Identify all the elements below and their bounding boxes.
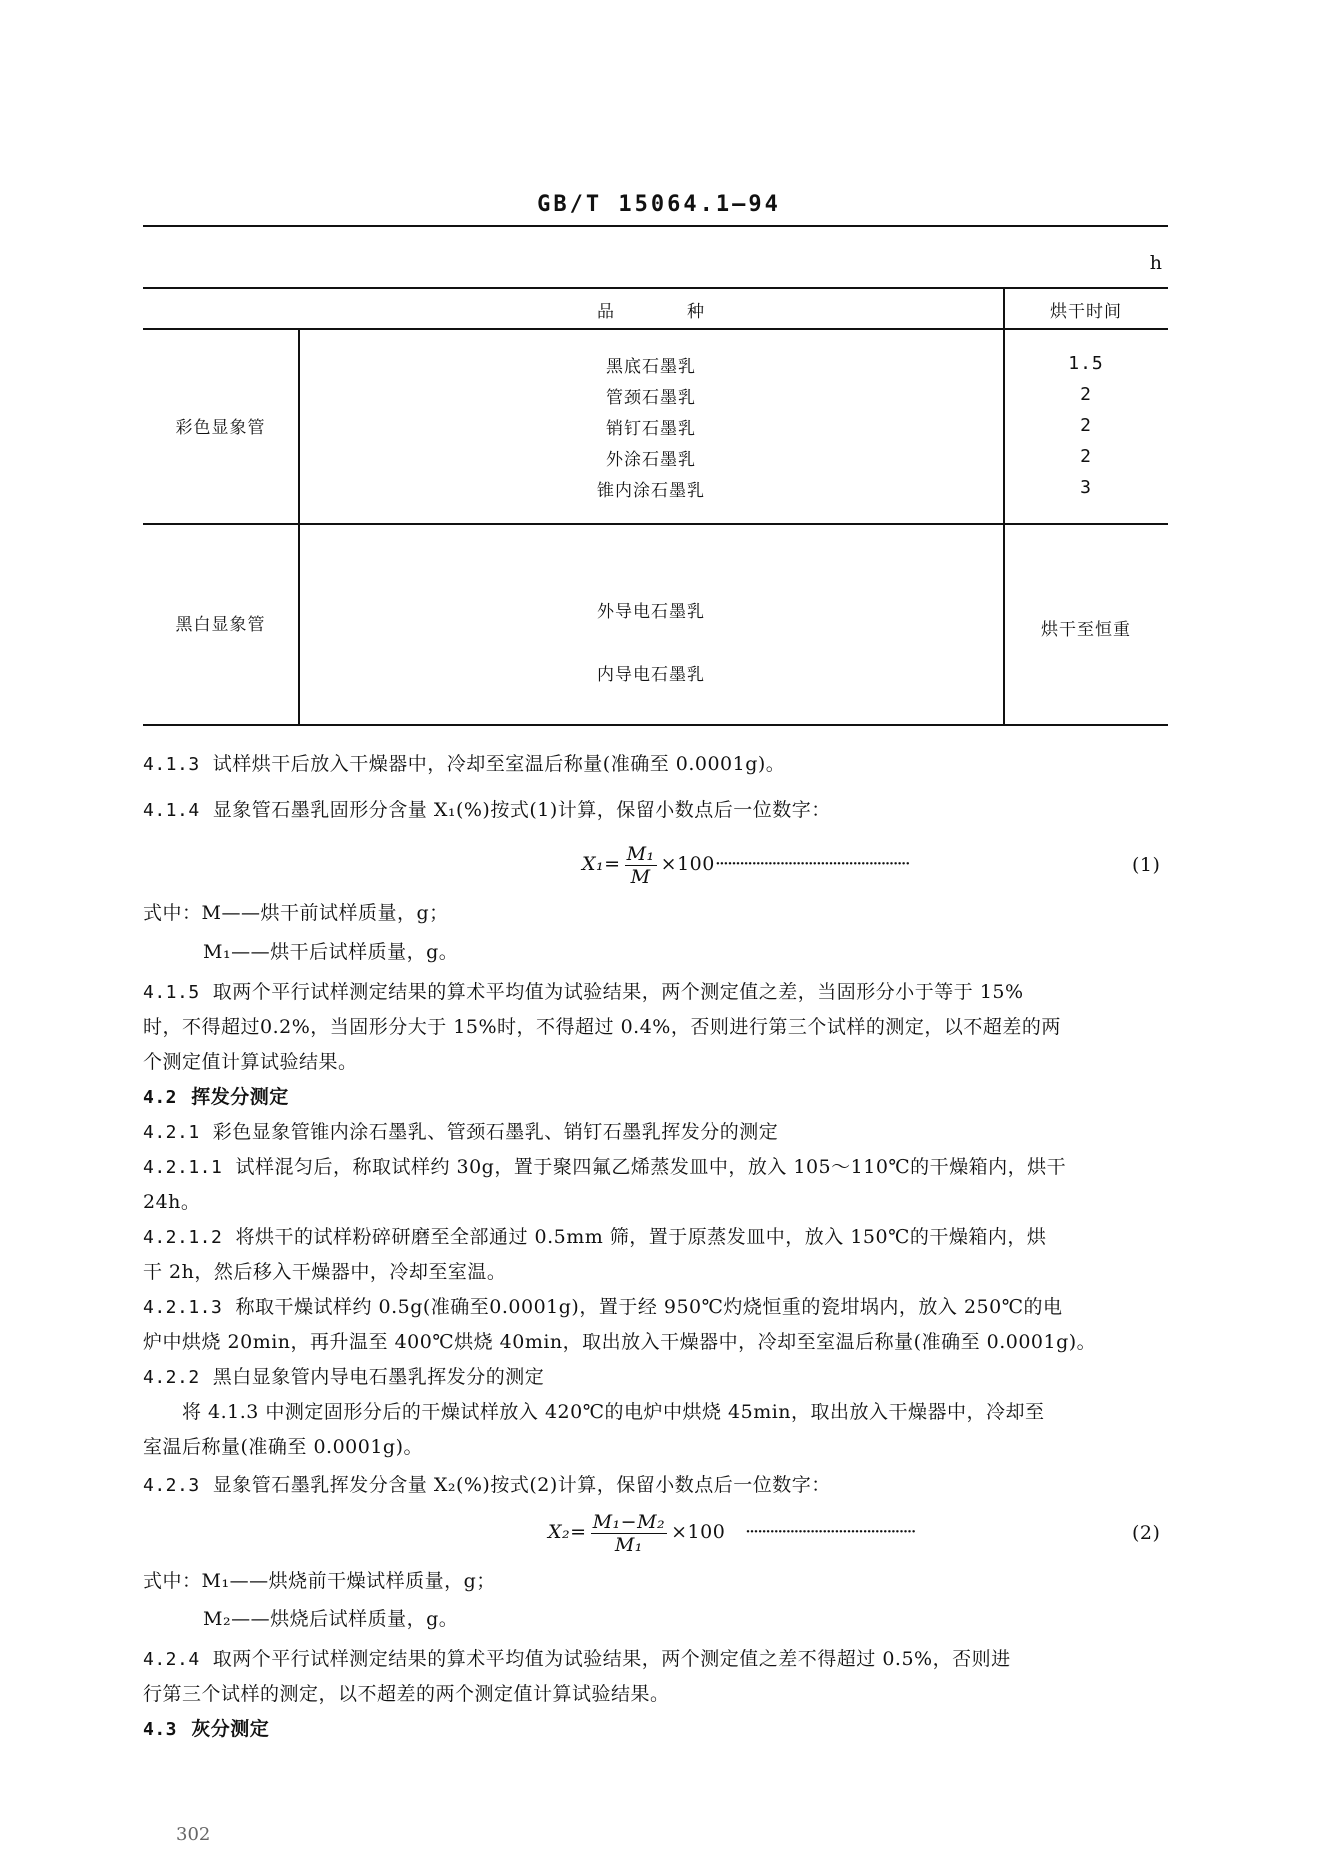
- clause-4-2-1-3-line2: 炉中烘烧 20min，再升温至 400℃烘烧 40min，取出放入干燥器中，冷却至室温后称量(准确至 0.0001g)。: [143, 1331, 1097, 1353]
- variety-cell: 内导电石墨乳: [597, 665, 705, 685]
- clause-4-2-2: 4.2.2 黑白显象管内导电石墨乳挥发分的测定: [143, 1366, 545, 1388]
- clause-4-1-5-line3: 个测定值计算试验结果。: [143, 1051, 358, 1073]
- formula-1: X₁= $\frac{\text{M₁}}{M}$ ×100················································: [582, 842, 909, 888]
- formula-2-where-b: M₂——烘烧后试样质量，g。: [203, 1608, 459, 1630]
- category-bw-picture-tube: 黑白显象管: [175, 615, 266, 635]
- variety-cell: 锥内涂石墨乳: [597, 481, 705, 501]
- formula-1-where-a: 式中：M——烘干前试样质量，g；: [143, 902, 449, 924]
- variety-cell: 黑底石墨乳: [606, 357, 696, 377]
- time-cell-constant-weight: 烘干至恒重: [1041, 620, 1131, 640]
- column-header-drying-time: 烘干时间: [1050, 302, 1122, 322]
- time-cell: 2: [1080, 415, 1092, 436]
- clause-4-2-1-1-line2: 24h。: [143, 1191, 201, 1213]
- formula-2-where-a: 式中：M₁——烘烧前干燥试样质量，g；: [143, 1570, 496, 1592]
- clause-4-2-1-2: 4.2.1.2 将烘干的试样粉碎研磨至全部通过 0.5mm 筛，置于原蒸发皿中，放入 150℃的干燥箱内，烘: [143, 1226, 1047, 1248]
- variety-cell: 外涂石墨乳: [606, 450, 696, 470]
- formula-2: X₂= $\frac{\text{M₁−M₂}}{\text{M₁}}$ ×100 ··········································: [548, 1510, 915, 1556]
- clause-4-2-1-1: 4.2.1.1 试样混匀后，称取试样约 30g，置于聚四氟乙烯蒸发皿中，放入 105～110℃的干燥箱内，烘干: [143, 1156, 1067, 1178]
- clause-4-1-4: 4.1.4 显象管石墨乳固形分含量 X₁(%)按式(1)计算，保留小数点后一位数字：: [143, 799, 831, 821]
- clause-4-1-5-line2: 时，不得超过0.2%，当固形分大于 15%时，不得超过 0.4%，否则进行第三个试样的测定，以不超差的两: [143, 1016, 1061, 1038]
- formula-2-number: (2): [1132, 1522, 1161, 1544]
- clause-4-2-4-line2: 行第三个试样的测定，以不超差的两个测定值计算试验结果。: [143, 1683, 670, 1705]
- clause-4-2-3: 4.2.3 显象管石墨乳挥发分含量 X₂(%)按式(2)计算，保留小数点后一位数字：: [143, 1474, 831, 1496]
- column-header-variety: 品 种: [597, 302, 705, 322]
- time-cell: 2: [1080, 446, 1092, 467]
- standard-code-header: GB/T 15064.1—94: [537, 192, 781, 217]
- clause-4-2-1: 4.2.1 彩色显象管锥内涂石墨乳、管颈石墨乳、销钉石墨乳挥发分的测定: [143, 1121, 779, 1143]
- time-cell: 3: [1080, 477, 1092, 498]
- clause-4-2-2-body-line2: 室温后称量(准确至 0.0001g)。: [143, 1436, 424, 1458]
- variety-cell: 销钉石墨乳: [606, 419, 696, 439]
- variety-cell: 管颈石墨乳: [606, 388, 696, 408]
- clause-4-2-4: 4.2.4 取两个平行试样测定结果的算术平均值为试验结果，两个测定值之差不得超过 0.5%，否则进: [143, 1648, 1011, 1670]
- header-rule: [143, 225, 1168, 227]
- clause-4-2-1-3: 4.2.1.3 称取干燥试样约 0.5g(准确至0.0001g)，置于经 950℃灼烧恒重的瓷坩埚内，放入 250℃的电: [143, 1296, 1063, 1318]
- time-cell: 1.5: [1068, 353, 1104, 374]
- clause-4-2-2-body: 将 4.1.3 中测定固形分后的干燥试样放入 420℃的电炉中烘烧 45min，取出放入干燥器中，冷却至: [182, 1401, 1045, 1423]
- clause-4-1-3: 4.1.3 试样烘干后放入干燥器中，冷却至室温后称量(准确至 0.0001g)。: [143, 753, 786, 775]
- category-color-picture-tube: 彩色显象管: [175, 418, 266, 438]
- table-unit: h: [1149, 252, 1162, 274]
- page-number: 302: [176, 1824, 211, 1845]
- section-4-3-heading: 4.3 灰分测定: [143, 1718, 270, 1740]
- formula-1-where-b: M₁——烘干后试样质量，g。: [203, 941, 459, 963]
- clause-4-2-1-2-line2: 干 2h，然后移入干燥器中，冷却至室温。: [143, 1261, 507, 1283]
- formula-1-number: (1): [1132, 854, 1161, 876]
- section-4-2-heading: 4.2 挥发分测定: [143, 1086, 289, 1108]
- clause-4-1-5: 4.1.5 取两个平行试样测定结果的算术平均值为试验结果，两个测定值之差，当固形分小于等于 15%: [143, 981, 1024, 1003]
- variety-cell: 外导电石墨乳: [597, 602, 705, 622]
- time-cell: 2: [1080, 384, 1092, 405]
